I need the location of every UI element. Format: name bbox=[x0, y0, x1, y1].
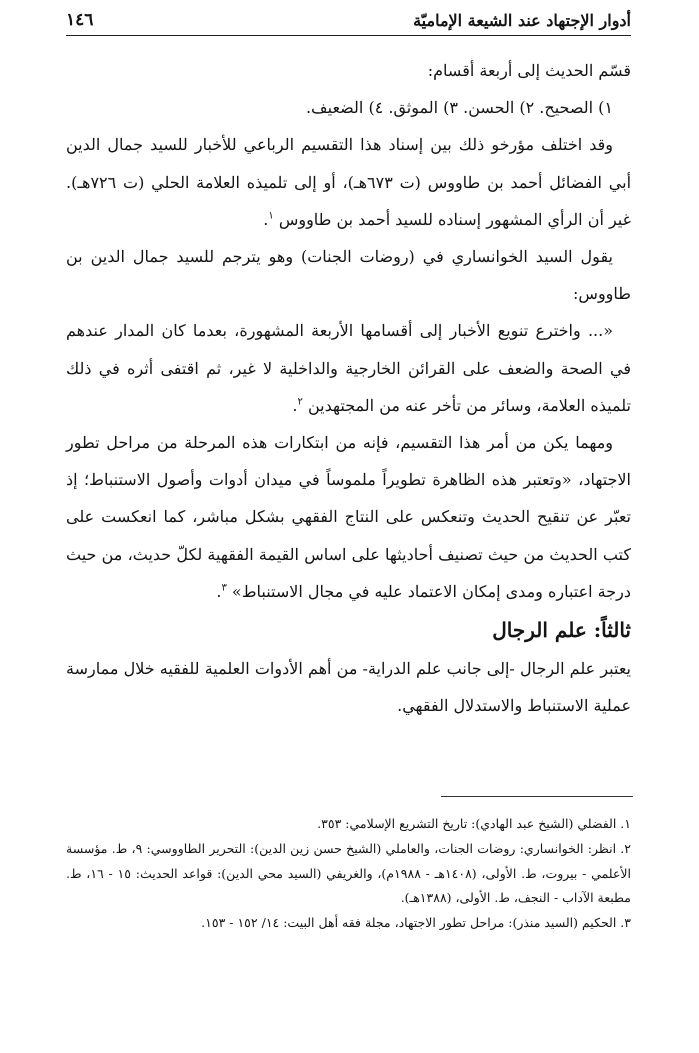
paragraph-text: وقد اختلف مؤرخو ذلك بين إسناد هذا التقسيم الرباعي للأخبار للسيد جمال الدين أبي الفضائل أحمد بن طاووس (ت ٦٧٣هـ)، أو إلى تلميذه العلامة الحلي (ت ٧٢٦هـ). غير أن الرأي المشهور إسناده للسيد أحمد بن طاووس bbox=[66, 135, 632, 229]
paragraph-intro: قسّم الحديث إلى أربعة أقسام: bbox=[427, 61, 631, 80]
paragraph-khwansari: يقول السيد الخوانساري في (روضات الجنات) وهو يترجم للسيد جمال الدين بن طاووس: bbox=[66, 247, 631, 304]
footnote-marker: ١ bbox=[268, 210, 274, 222]
footnote-marker: ٣ bbox=[221, 582, 227, 594]
paragraph-classification: ومهما يكن من أمر هذا التقسيم، فإنه من ابتكارات هذه المرحلة من مراحل تطور الاجتهاد، «وتعتبر هذه الظاهرة تطويراً ملموساً في ميدان أدوات وأصول الاستنباط؛ إذ تعبّر عن تنقيح الحديث وتنعكس على النتاج الفقهي بشكل مباشر، كما انعكست على كتب الحديث من حيث تصنيف أحاديثها على اساس القيمة الفقهية لكلّ حديث، من حيث درجة اعتباره ومدى إمكان الاعتماد عليه في مجال الاستنباط» $^٣$. bbox=[66, 433, 631, 601]
running-title: أدوار الإجتهاد عند الشيعة الإماميّة bbox=[413, 11, 631, 30]
paragraph-quote: «... واخترع تنويع الأخبار إلى أقسامها الأربعة المشهورة، بعدما كان المدار عندهم في الصحة والضعف على القرائن الخارجية والداخلية لا غير، ثم اقتفى أثره في ذلك تلميذه العلامة، وسائر من تأخر عنه من المجتهدين $^٢$. bbox=[66, 321, 631, 415]
section-heading: ثالثاً: علم الرجال bbox=[492, 618, 631, 643]
footnote-separator bbox=[441, 796, 633, 797]
paragraph-list: ١) الصحيح. ٢) الحسن. ٣) الموثق. ٤) الضعيف. bbox=[305, 98, 613, 118]
page-header bbox=[66, 5, 631, 36]
footnote-2: ٢. انظر: الخوانساري: روضات الجنات، والعاملي (الشيخ حسن زين الدين): التحرير الطاووسي: ٩، ط. مؤسسة الأعلمي - بيروت، ط. الأولى، (١٤٠٨هـ - ١٩٨٨م)، والغريفي (السيد محي الدين): قواعد الحديث: ١٥ - ١٦، ط. مطبعة الآداب - النجف، ط. الأولى، (١٣٨٨هـ). bbox=[66, 840, 632, 906]
paragraph-text: ومهما يكن من أمر هذا التقسيم، فإنه من ابتكارات هذه المرحلة من مراحل تطور الاجتهاد، «وتعتبر هذه الظاهرة تطويراً ملموساً في ميدان أدوات وأصول الاستنباط؛ إذ تعبّر عن تنقيح الحديث وتنعكس على النتاج الفقهي بشكل مباشر، كما انعكست على كتب الحديث من حيث تصنيف أحاديثها على اساس القيمة الفقهية لكلّ حديث، من حيث درجة اعتباره ومدى إمكان الاعتماد عليه في مجال الاستنباط» bbox=[66, 433, 631, 601]
paragraph-attribution: وقد اختلف مؤرخو ذلك بين إسناد هذا التقسيم الرباعي للأخبار للسيد جمال الدين أبي الفضائل أحمد بن طاووس (ت ٦٧٣هـ)، أو إلى تلميذه العلامة الحلي (ت ٧٢٦هـ). غير أن الرأي المشهور إسناده للسيد أحمد بن طاووس $^١$. bbox=[66, 135, 632, 229]
section-paragraph: يعتبر علم الرجال -إلى جانب علم الدراية- من أهم الأدوات العلمية للفقيه خلال ممارسة عملية الاستنباط والاستدلال الفقهي. bbox=[66, 659, 631, 716]
footnote-3: ٣. الحكيم (السيد منذر): مراحل تطور الاجتهاد، مجلة فقه أهل البيت: ١٤/ ١٥٢ - ١٥٣. bbox=[201, 915, 631, 931]
footnote-1: ١. الفضلي (الشيخ عبد الهادي): تاريخ التشريع الإسلامي: ٣٥٣. bbox=[317, 816, 631, 831]
main-text bbox=[66, 52, 631, 724]
footnotes bbox=[66, 812, 631, 936]
quote-text: «... واخترع تنويع الأخبار إلى أقسامها الأربعة المشهورة، بعدما كان المدار عندهم في الصحة والضعف على القرائن الخارجية والداخلية لا غير، ثم اقتفى أثره في ذلك تلميذه العلامة، وسائر من تأخر عنه من المجتهدين bbox=[66, 321, 631, 415]
page-number: ١٤٦ bbox=[66, 10, 94, 30]
footnote-marker: ٢ bbox=[297, 396, 303, 408]
